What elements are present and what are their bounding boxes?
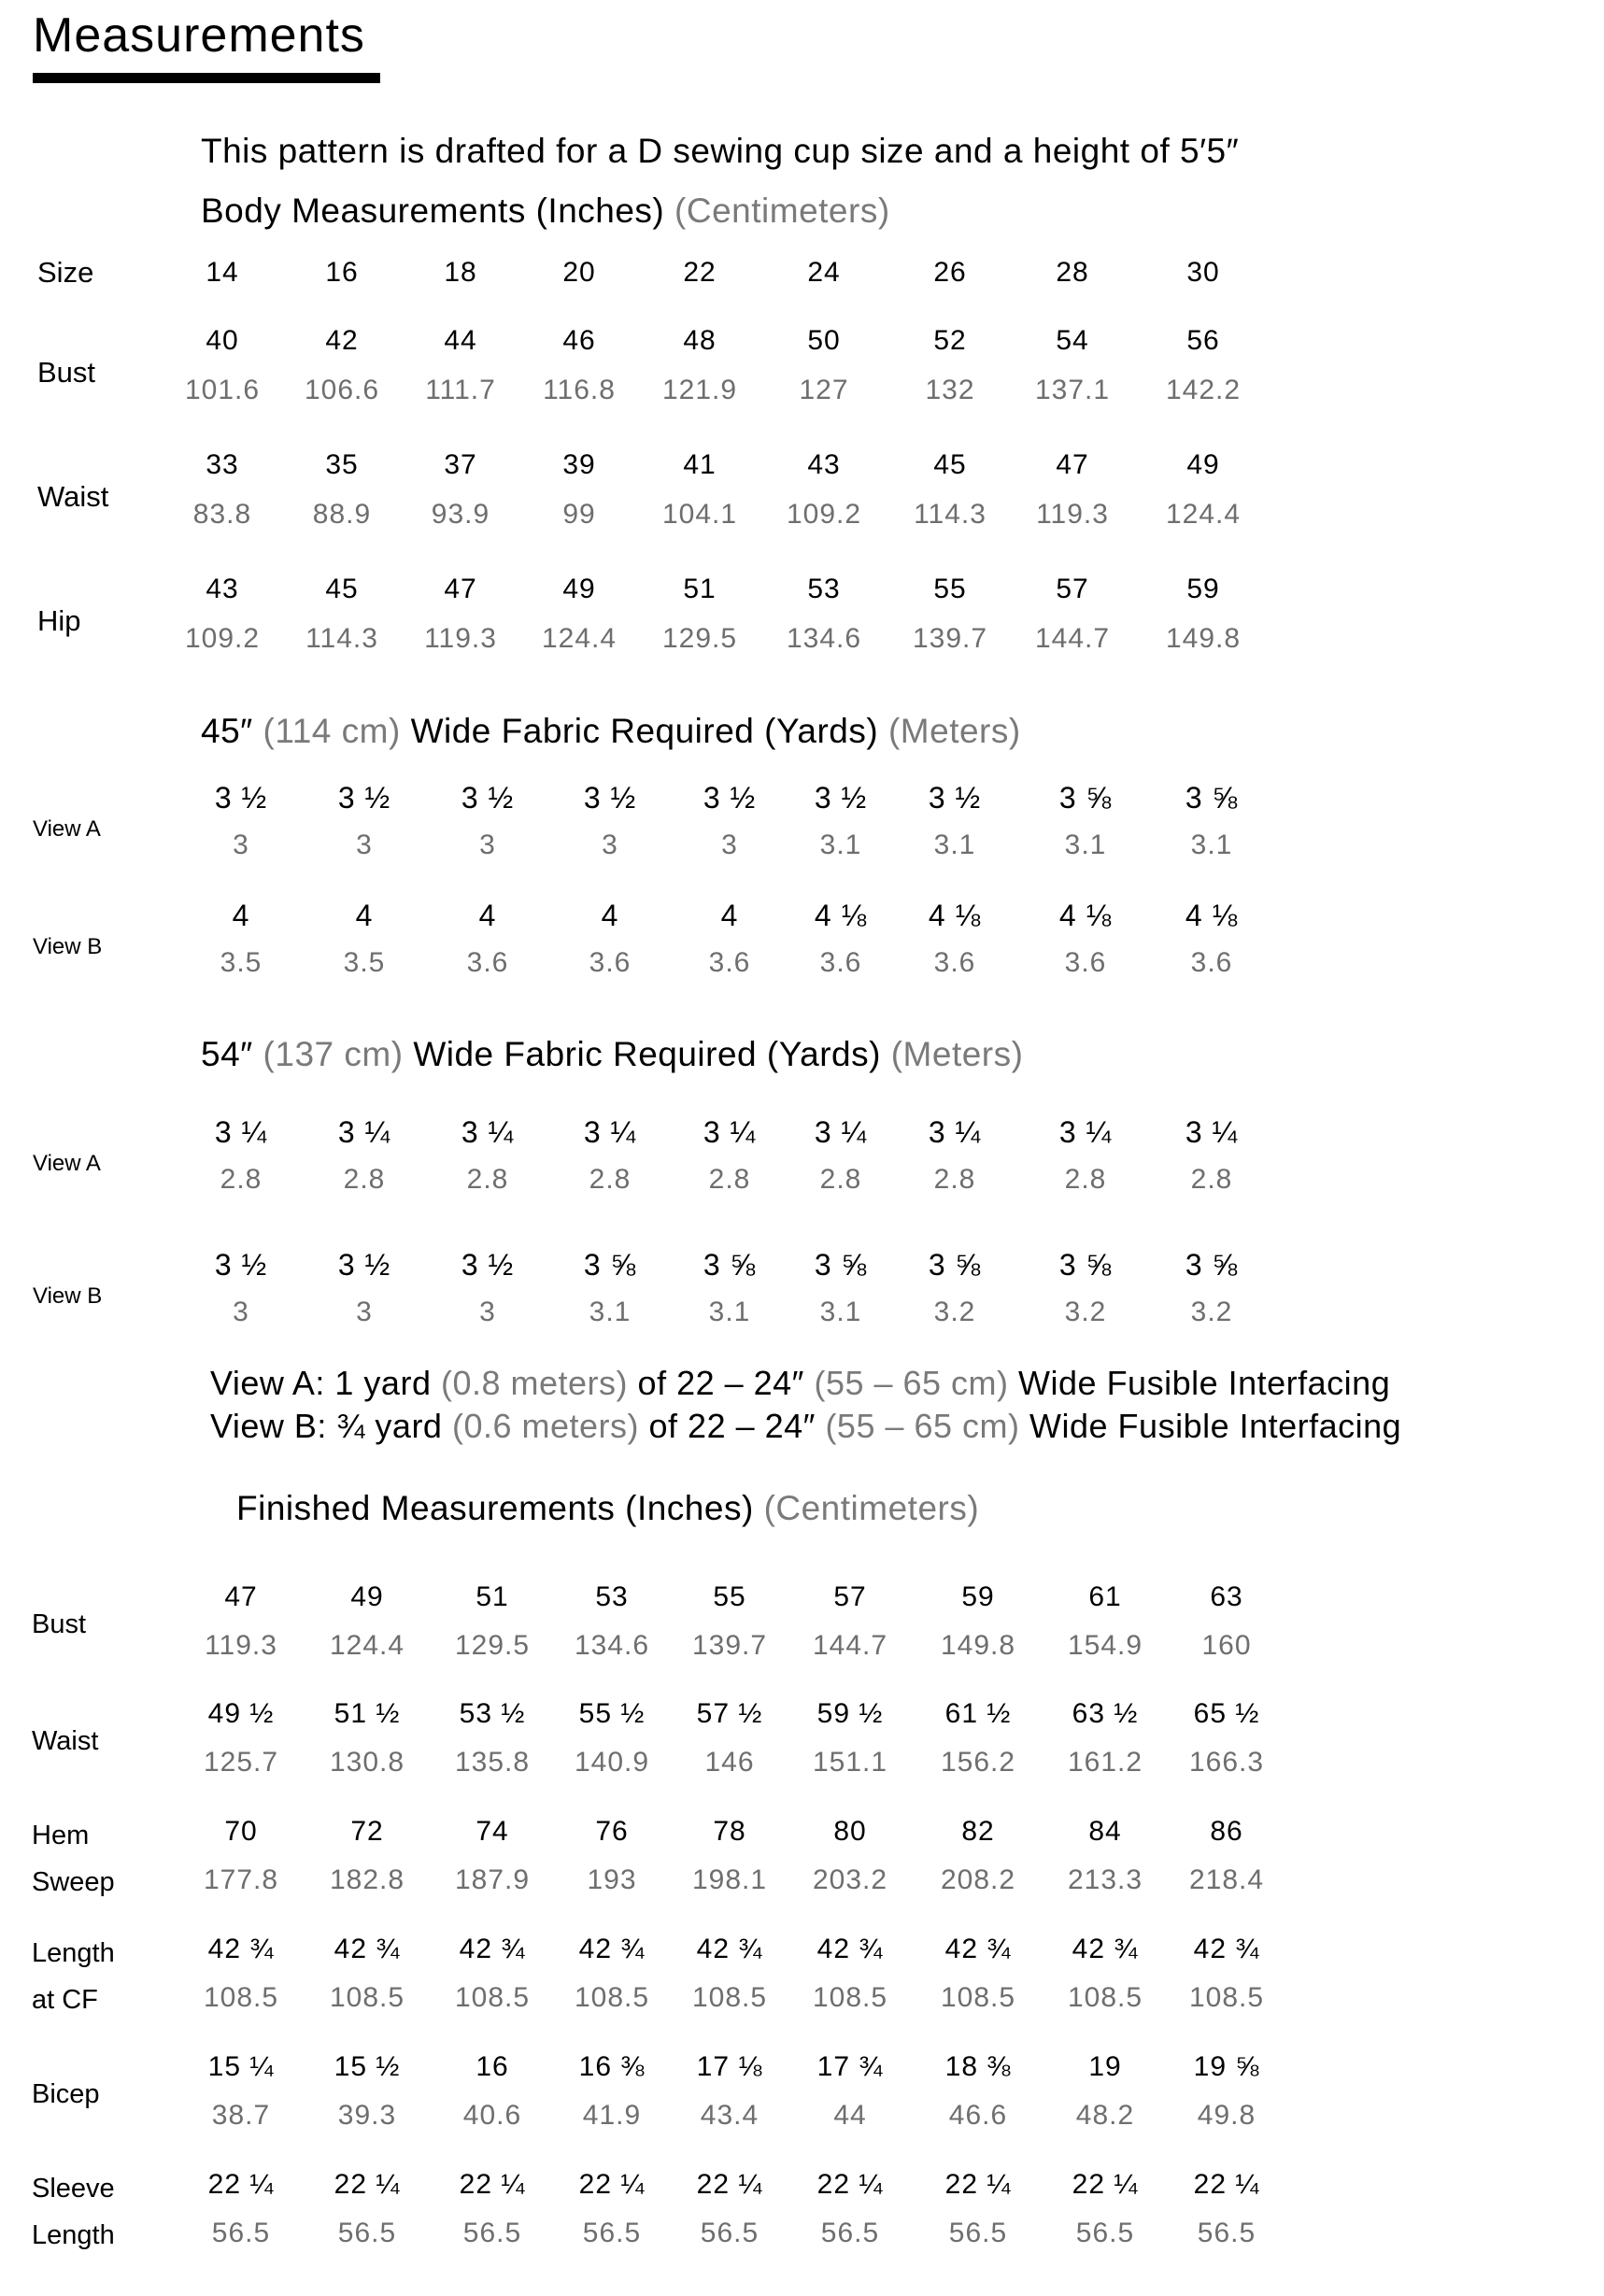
finished-row-label-line: Length (32, 1938, 115, 1968)
meter-value: 3.1 (933, 829, 976, 860)
size-value: 30 (1186, 257, 1220, 288)
cm-value: 198.1 (691, 1864, 768, 1895)
meter-value: 2.8 (819, 1164, 862, 1195)
size-label: Size (37, 256, 94, 289)
yard-value: 3 ¼ (928, 1115, 982, 1149)
yard-value: 3 ½ (214, 781, 268, 815)
inch-value: 57 (833, 1581, 867, 1612)
cm-value: 119.3 (424, 623, 497, 654)
cm-value: 182.8 (329, 1864, 405, 1895)
cm-value: 149.8 (1165, 623, 1242, 654)
yard-value: 3 ½ (814, 781, 868, 815)
cm-value: 130.8 (329, 1747, 405, 1778)
meter-value: 3 (233, 1297, 249, 1327)
yard-value: 4 ⅛ (928, 899, 982, 932)
cm-value: 108.5 (691, 1982, 768, 2013)
cm-value: 56.5 (1075, 2218, 1135, 2248)
page-title: Measurements (33, 8, 365, 63)
finished-row-label (32, 1718, 98, 1765)
cm-value: 111.7 (425, 375, 496, 405)
fabric-54-width: 54″ (201, 1035, 253, 1073)
cm-value: 124.4 (1165, 499, 1242, 530)
yard-value: 3 ½ (583, 781, 637, 815)
yard-value: 3 ½ (214, 1248, 268, 1282)
meter-value: 3.5 (220, 947, 263, 978)
size-value: 24 (807, 257, 841, 288)
yard-value: 3 ⅝ (703, 1248, 757, 1282)
cm-value: 38.7 (211, 2100, 271, 2131)
finished-row-label-line: Hem (32, 1821, 90, 1850)
cm-value: 187.9 (454, 1864, 531, 1895)
cm-value: 41.9 (582, 2100, 642, 2131)
inch-value: 45 (325, 574, 359, 604)
fabric-45-heading-main: Wide Fabric Required (Yards) (410, 712, 879, 750)
cm-value: 166.3 (1188, 1747, 1265, 1778)
interfacing-b-mid: of 22 – 24″ (648, 1407, 816, 1445)
meter-value: 3 (356, 1297, 373, 1327)
finished-row-label-line: Sleeve (32, 2174, 115, 2204)
cm-value: 56.5 (582, 2218, 642, 2248)
yard-value: 4 (478, 899, 497, 932)
inch-value: 48 (683, 325, 717, 356)
meter-value: 3 (233, 829, 249, 860)
cm-value: 99 (562, 499, 596, 530)
cm-value: 56.5 (948, 2218, 1008, 2248)
cm-value: 56.5 (1197, 2218, 1256, 2248)
yard-value: 3 ½ (928, 781, 982, 815)
finished-row-label (32, 2071, 100, 2118)
meter-value: 3 (356, 829, 373, 860)
cm-value: 109.2 (184, 623, 261, 654)
meter-value: 3.6 (819, 947, 862, 978)
fabric-54-row-label: View A (33, 1151, 101, 1176)
meter-value: 3.2 (1190, 1297, 1233, 1327)
cm-value: 56.5 (462, 2218, 522, 2248)
inch-value: 17 ⅛ (696, 2051, 763, 2082)
interfacing-b-tail: Wide Fusible Interfacing (1029, 1407, 1402, 1445)
inch-value: 16 ⅜ (578, 2051, 646, 2082)
cm-value: 121.9 (661, 375, 738, 405)
meter-value: 3.6 (708, 947, 751, 978)
fabric-54-width-cm: (137 cm) (263, 1035, 404, 1073)
inch-value: 42 ¾ (578, 1934, 646, 1964)
inch-value: 22 ¼ (459, 2169, 526, 2200)
cm-value: 119.3 (1036, 499, 1109, 530)
finished-row-label (32, 2165, 115, 2259)
inch-value: 55 (933, 574, 967, 604)
inch-value: 54 (1056, 325, 1089, 356)
meter-value: 3.1 (1064, 829, 1107, 860)
inch-value: 49 (350, 1581, 384, 1612)
inch-value: 84 (1088, 1816, 1122, 1847)
inch-value: 42 ¾ (459, 1934, 526, 1964)
size-value: 28 (1056, 257, 1089, 288)
inch-value: 51 (476, 1581, 509, 1612)
interfacing-a-tail: Wide Fusible Interfacing (1018, 1364, 1391, 1402)
pattern-intro: This pattern is drafted for a D sewing cup size and a height of 5′5″ (201, 132, 1240, 170)
inch-value: 63 (1210, 1581, 1243, 1612)
cm-value: 154.9 (1067, 1630, 1143, 1661)
cm-value: 193 (587, 1864, 637, 1895)
fabric-45-row-label: View B (33, 934, 103, 959)
cm-value: 134.6 (574, 1630, 650, 1661)
cm-value: 149.8 (940, 1630, 1016, 1661)
yard-value: 3 ½ (337, 1248, 391, 1282)
inch-value: 42 ¾ (944, 1934, 1012, 1964)
cm-value: 101.6 (184, 375, 261, 405)
cm-value: 124.4 (541, 623, 617, 654)
cm-value: 108.5 (1188, 1982, 1265, 2013)
inch-value: 22 ¼ (578, 2169, 646, 2200)
inch-value: 47 (224, 1581, 258, 1612)
finished-measurements-heading (236, 1489, 979, 1528)
inch-value: 50 (807, 325, 841, 356)
meter-value: 3.1 (708, 1297, 751, 1327)
inch-value: 42 ¾ (816, 1934, 884, 1964)
cm-value: 160 (1201, 1630, 1252, 1661)
size-value: 22 (683, 257, 717, 288)
inch-value: 56 (1186, 325, 1220, 356)
interfacing-a-amount-alt: (0.8 meters) (440, 1364, 629, 1402)
row-label-hip: Hip (37, 604, 81, 637)
finished-row-label-line: Length (32, 2220, 115, 2250)
cm-value: 203.2 (812, 1864, 888, 1895)
inch-value: 52 (933, 325, 967, 356)
cm-value: 108.5 (940, 1982, 1016, 2013)
fabric-45-row-label: View A (33, 816, 101, 842)
cm-value: 161.2 (1067, 1747, 1143, 1778)
cm-value: 208.2 (940, 1864, 1016, 1895)
yard-value: 4 ⅛ (1185, 899, 1239, 932)
inch-value: 45 (933, 449, 967, 480)
inch-value: 17 ¾ (816, 2051, 884, 2082)
cm-value: 39.3 (337, 2100, 397, 2131)
inch-value: 70 (224, 1816, 258, 1847)
cm-value: 56.5 (700, 2218, 759, 2248)
cm-value: 109.2 (786, 499, 862, 530)
body-measurements-heading (201, 191, 890, 231)
body-heading-alt: (Centimeters) (674, 191, 890, 230)
meter-value: 3 (721, 829, 738, 860)
cm-value: 144.7 (1034, 623, 1111, 654)
inch-value: 61 ½ (944, 1698, 1012, 1729)
inch-value: 57 (1056, 574, 1089, 604)
interfacing-b-size-alt: (55 – 65 cm) (825, 1407, 1020, 1445)
inch-value: 33 (206, 449, 239, 480)
inch-value: 42 ¾ (1072, 1934, 1139, 1964)
meter-value: 3.1 (589, 1297, 632, 1327)
finished-row-label (32, 1930, 115, 2023)
fabric-54-row-label: View B (33, 1283, 103, 1309)
inch-value: 51 ½ (334, 1698, 401, 1729)
inch-value: 47 (1056, 449, 1089, 480)
fabric-54-heading-main: Wide Fabric Required (Yards) (413, 1035, 881, 1073)
inch-value: 55 ½ (578, 1698, 646, 1729)
meter-value: 2.8 (933, 1164, 976, 1195)
inch-value: 35 (325, 449, 359, 480)
meter-value: 3 (602, 829, 618, 860)
meter-value: 3.6 (1190, 947, 1233, 978)
inch-value: 80 (833, 1816, 867, 1847)
cm-value: 46.6 (948, 2100, 1008, 2131)
inch-value: 22 ¼ (334, 2169, 401, 2200)
interfacing-a-size-alt: (55 – 65 cm) (814, 1364, 1009, 1402)
cm-value: 56.5 (211, 2218, 271, 2248)
cm-value: 43.4 (700, 2100, 759, 2131)
cm-value: 56.5 (820, 2218, 880, 2248)
inch-value: 22 ¼ (207, 2169, 275, 2200)
yard-value: 4 (720, 899, 739, 932)
meter-value: 3.6 (589, 947, 632, 978)
yard-value: 3 ⅝ (1185, 781, 1239, 815)
size-value: 26 (933, 257, 967, 288)
cm-value: 88.9 (312, 499, 372, 530)
inch-value: 43 (206, 574, 239, 604)
meter-value: 3.5 (343, 947, 386, 978)
yard-value: 4 (601, 899, 619, 932)
inch-value: 76 (595, 1816, 629, 1847)
inch-value: 18 ⅜ (944, 2051, 1012, 2082)
cm-value: 116.8 (543, 375, 616, 405)
inch-value: 22 ¼ (944, 2169, 1012, 2200)
inch-value: 16 (476, 2051, 509, 2082)
meter-value: 3 (479, 1297, 496, 1327)
inch-value: 55 (713, 1581, 746, 1612)
cm-value: 108.5 (203, 1982, 279, 2013)
cm-value: 134.6 (786, 623, 862, 654)
meter-value: 2.8 (1190, 1164, 1233, 1195)
inch-value: 44 (444, 325, 477, 356)
inch-value: 82 (961, 1816, 995, 1847)
inch-value: 51 (683, 574, 717, 604)
cm-value: 106.6 (304, 375, 380, 405)
inch-value: 49 (562, 574, 596, 604)
yard-value: 3 ½ (337, 781, 391, 815)
cm-value: 108.5 (574, 1982, 650, 2013)
cm-value: 139.7 (912, 623, 988, 654)
yard-value: 3 ⅝ (1058, 781, 1113, 815)
meter-value: 2.8 (708, 1164, 751, 1195)
fabric-45-width: 45″ (201, 712, 253, 750)
finished-heading-alt: (Centimeters) (763, 1489, 980, 1527)
inch-value: 59 ½ (816, 1698, 884, 1729)
yard-value: 4 (355, 899, 374, 932)
cm-value: 135.8 (454, 1747, 531, 1778)
yard-value: 3 ¼ (1185, 1115, 1239, 1149)
inch-value: 57 ½ (696, 1698, 763, 1729)
inch-value: 47 (444, 574, 477, 604)
interfacing-b-lead: View B: ¾ yard (210, 1407, 443, 1445)
cm-value: 108.5 (454, 1982, 531, 2013)
yard-value: 4 ⅛ (814, 899, 868, 932)
cm-value: 104.1 (661, 499, 738, 530)
meter-value: 2.8 (589, 1164, 632, 1195)
cm-value: 140.9 (574, 1747, 650, 1778)
meter-value: 3.1 (819, 1297, 862, 1327)
yard-value: 3 ½ (461, 1248, 515, 1282)
yard-value: 3 ⅝ (1185, 1248, 1239, 1282)
yard-value: 3 ½ (461, 781, 515, 815)
inch-value: 22 ¼ (816, 2169, 884, 2200)
size-value: 20 (562, 257, 596, 288)
finished-row-label-line: Waist (32, 1726, 99, 1756)
cm-value: 132 (925, 375, 975, 405)
inch-value: 72 (350, 1816, 384, 1847)
meter-value: 2.8 (343, 1164, 386, 1195)
meter-value: 3.1 (819, 829, 862, 860)
cm-value: 124.4 (329, 1630, 405, 1661)
yard-value: 3 ¼ (1058, 1115, 1113, 1149)
inch-value: 49 ½ (207, 1698, 275, 1729)
cm-value: 146 (704, 1747, 755, 1778)
inch-value: 15 ½ (334, 2051, 401, 2082)
finished-row-label (32, 1601, 86, 1648)
inch-value: 63 ½ (1072, 1698, 1139, 1729)
meter-value: 3.2 (1064, 1297, 1107, 1327)
size-value: 18 (444, 257, 477, 288)
inch-value: 65 ½ (1193, 1698, 1260, 1729)
fabric-45-width-cm: (114 cm) (263, 712, 401, 750)
inch-value: 59 (1186, 574, 1220, 604)
cm-value: 125.7 (203, 1747, 279, 1778)
interfacing-view-a (210, 1364, 1390, 1403)
inch-value: 40 (206, 325, 239, 356)
size-value: 14 (206, 257, 239, 288)
cm-value: 142.2 (1165, 375, 1242, 405)
cm-value: 48.2 (1075, 2100, 1135, 2131)
meter-value: 3.6 (466, 947, 509, 978)
inch-value: 49 (1186, 449, 1220, 480)
meter-value: 3.6 (933, 947, 976, 978)
inch-value: 74 (476, 1816, 509, 1847)
meter-value: 3.2 (933, 1297, 976, 1327)
inch-value: 42 ¾ (334, 1934, 401, 1964)
finished-row-label-line: at CF (32, 1985, 98, 2015)
inch-value: 43 (807, 449, 841, 480)
inch-value: 22 ¼ (1072, 2169, 1139, 2200)
finished-row-label (32, 1812, 115, 1906)
inch-value: 39 (562, 449, 596, 480)
yard-value: 3 ¼ (703, 1115, 757, 1149)
cm-value: 108.5 (812, 1982, 888, 2013)
inch-value: 53 (595, 1581, 629, 1612)
size-value: 16 (325, 257, 359, 288)
meter-value: 2.8 (1064, 1164, 1107, 1195)
cm-value: 119.3 (205, 1630, 277, 1661)
inch-value: 46 (562, 325, 596, 356)
row-label-waist: Waist (37, 480, 109, 513)
cm-value: 144.7 (812, 1630, 888, 1661)
interfacing-a-mid: of 22 – 24″ (637, 1364, 804, 1402)
meter-value: 2.8 (466, 1164, 509, 1195)
meter-value: 3.6 (1064, 947, 1107, 978)
finished-row-label-line: Bicep (32, 2079, 100, 2109)
cm-value: 139.7 (691, 1630, 768, 1661)
fabric-54-heading (201, 1035, 1023, 1074)
fabric-45-heading-alt: (Meters) (887, 712, 1021, 750)
row-label-bust: Bust (37, 356, 96, 389)
fabric-45-heading (201, 712, 1021, 751)
inch-value: 41 (683, 449, 717, 480)
cm-value: 56.5 (337, 2218, 397, 2248)
cm-value: 218.4 (1188, 1864, 1265, 1895)
yard-value: 3 ⅝ (1058, 1248, 1113, 1282)
yard-value: 3 ¼ (214, 1115, 268, 1149)
inch-value: 37 (444, 449, 477, 480)
meter-value: 3 (479, 829, 496, 860)
yard-value: 3 ½ (703, 781, 757, 815)
inch-value: 53 ½ (459, 1698, 526, 1729)
inch-value: 42 ¾ (1193, 1934, 1260, 1964)
interfacing-a-lead: View A: 1 yard (210, 1364, 432, 1402)
cm-value: 129.5 (454, 1630, 531, 1661)
inch-value: 19 (1088, 2051, 1122, 2082)
cm-value: 156.2 (940, 1747, 1016, 1778)
cm-value: 151.1 (812, 1747, 888, 1778)
inch-value: 53 (807, 574, 841, 604)
body-heading-main: Body Measurements (Inches) (201, 191, 665, 230)
cm-value: 40.6 (462, 2100, 522, 2131)
cm-value: 93.9 (431, 499, 490, 530)
interfacing-view-b (210, 1407, 1401, 1446)
yard-value: 3 ⅝ (814, 1248, 868, 1282)
yard-value: 3 ¼ (337, 1115, 391, 1149)
inch-value: 42 (325, 325, 359, 356)
fabric-54-heading-alt: (Meters) (890, 1035, 1024, 1073)
yard-value: 3 ¼ (814, 1115, 868, 1149)
yard-value: 4 ⅛ (1058, 899, 1113, 932)
cm-value: 83.8 (192, 499, 252, 530)
meter-value: 3.1 (1190, 829, 1233, 860)
cm-value: 137.1 (1034, 375, 1111, 405)
meter-value: 2.8 (220, 1164, 263, 1195)
inch-value: 22 ¼ (1193, 2169, 1260, 2200)
inch-value: 78 (713, 1816, 746, 1847)
cm-value: 129.5 (661, 623, 738, 654)
finished-row-label-line: Sweep (32, 1867, 115, 1897)
cm-value: 44 (833, 2100, 867, 2131)
yard-value: 3 ¼ (583, 1115, 637, 1149)
finished-heading-main: Finished Measurements (Inches) (236, 1489, 754, 1527)
cm-value: 127 (799, 375, 849, 405)
inch-value: 42 ¾ (207, 1934, 275, 1964)
inch-value: 22 ¼ (696, 2169, 763, 2200)
cm-value: 177.8 (203, 1864, 279, 1895)
inch-value: 15 ¼ (207, 2051, 275, 2082)
yard-value: 4 (232, 899, 250, 932)
inch-value: 19 ⅝ (1193, 2051, 1260, 2082)
cm-value: 114.3 (305, 623, 378, 654)
inch-value: 59 (961, 1581, 995, 1612)
inch-value: 61 (1088, 1581, 1122, 1612)
cm-value: 49.8 (1197, 2100, 1256, 2131)
interfacing-b-amount-alt: (0.6 meters) (451, 1407, 640, 1445)
yard-value: 3 ¼ (461, 1115, 515, 1149)
yard-value: 3 ⅝ (928, 1248, 982, 1282)
finished-row-label-line: Bust (32, 1609, 87, 1639)
title-underline (33, 73, 380, 83)
cm-value: 114.3 (914, 499, 987, 530)
yard-value: 3 ⅝ (583, 1248, 637, 1282)
cm-value: 108.5 (329, 1982, 405, 2013)
cm-value: 108.5 (1067, 1982, 1143, 2013)
inch-value: 42 ¾ (696, 1934, 763, 1964)
cm-value: 213.3 (1067, 1864, 1143, 1895)
inch-value: 86 (1210, 1816, 1243, 1847)
